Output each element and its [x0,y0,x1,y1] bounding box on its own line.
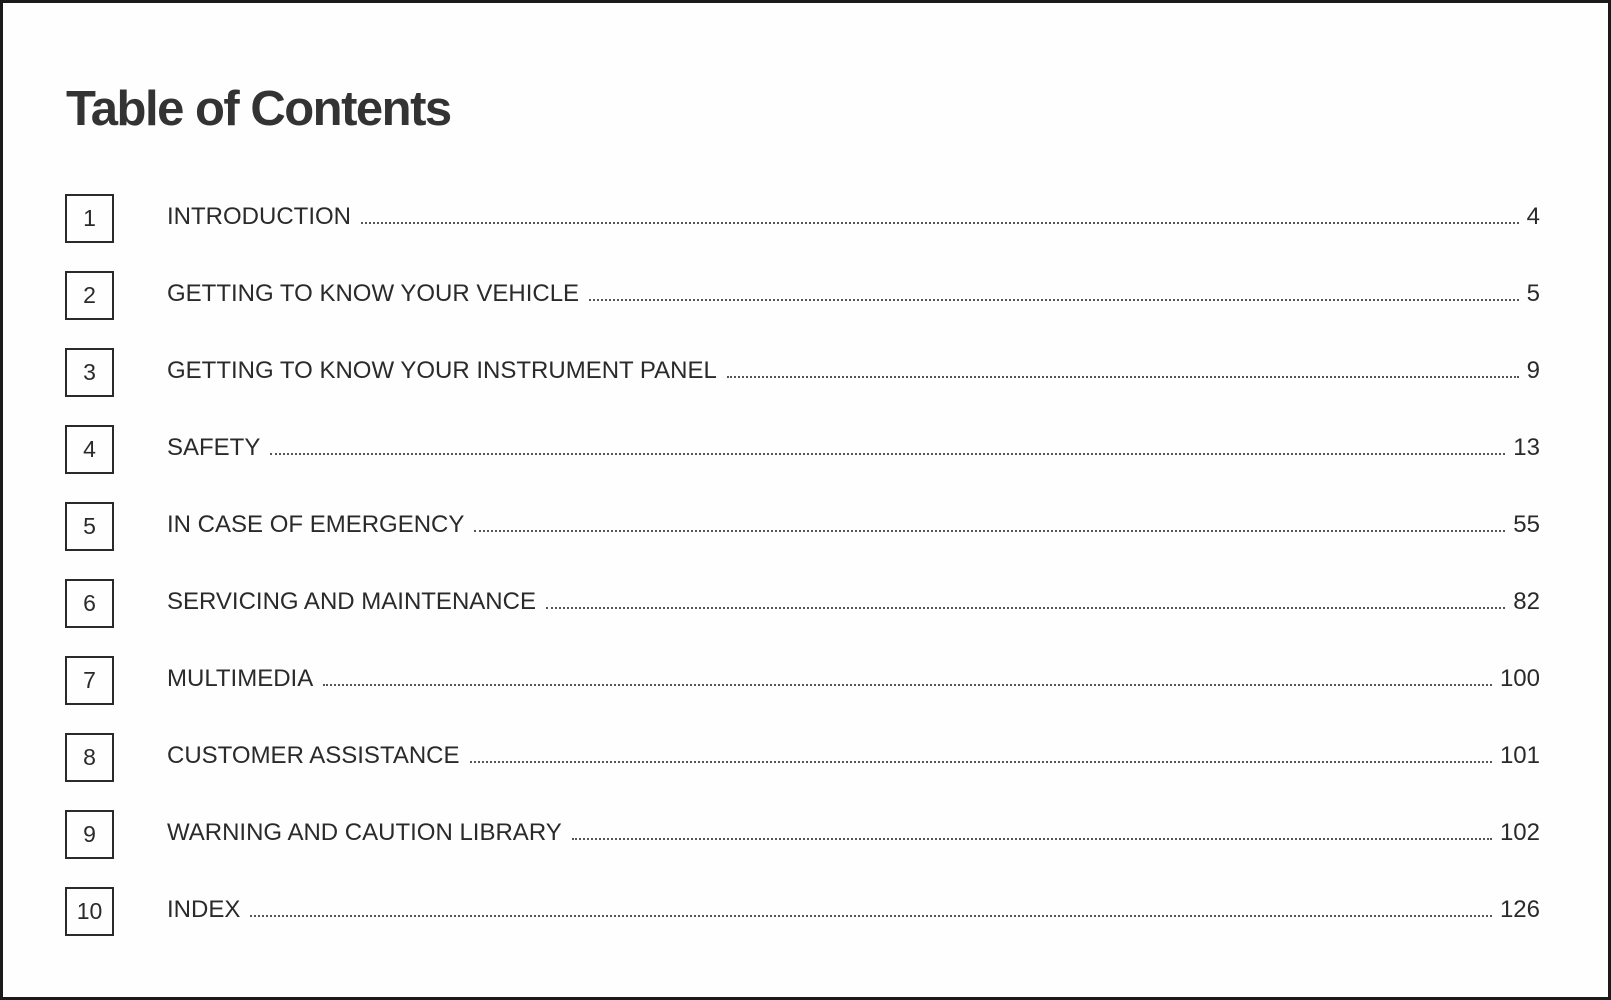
toc-entry-customer-assistance[interactable] [65,733,1540,810]
chapter-number: 2 [65,271,114,320]
dot-leader [250,915,1492,917]
toc-entry-in-case-of-emergency[interactable] [65,502,1540,579]
toc-entry-index[interactable] [65,887,1540,964]
page-title: Table of Contents [66,82,451,136]
chapter-title: SERVICING AND MAINTENANCE [167,588,536,615]
chapter-title: SAFETY [167,434,261,461]
page-number: 102 [1499,819,1540,846]
chapter-title: MULTIMEDIA [167,665,314,692]
dot-leader [470,761,1492,763]
dot-leader [589,299,1519,301]
page-number: 9 [1526,357,1540,384]
dot-leader [323,684,1492,686]
page-number: 13 [1513,434,1540,461]
page-number: 126 [1499,896,1540,923]
chapter-number: 5 [65,502,114,551]
chapter-title: GETTING TO KNOW YOUR VEHICLE [167,280,580,307]
toc-entry-safety[interactable] [65,425,1540,502]
chapter-title: INDEX [167,896,241,923]
dot-leader [270,453,1505,455]
page-number: 4 [1526,203,1540,230]
chapter-number: 4 [65,425,114,474]
toc-entry-servicing-and-maintenance[interactable] [65,579,1540,656]
chapter-number: 10 [65,887,114,936]
table-of-contents [65,194,1540,964]
chapter-number: 3 [65,348,114,397]
dot-leader [572,838,1492,840]
toc-entry-introduction[interactable] [65,194,1540,271]
chapter-title: GETTING TO KNOW YOUR INSTRUMENT PANEL [167,357,717,384]
page-number: 55 [1513,511,1540,538]
chapter-title: WARNING AND CAUTION LIBRARY [167,819,562,846]
toc-entry-warning-and-caution-library[interactable] [65,810,1540,887]
chapter-number: 6 [65,579,114,628]
chapter-title: IN CASE OF EMERGENCY [167,511,465,538]
dot-leader [474,530,1505,532]
chapter-title: INTRODUCTION [167,203,351,230]
dot-leader [361,222,1519,224]
chapter-number: 1 [65,194,114,243]
chapter-number: 7 [65,656,114,705]
page-number: 101 [1499,742,1540,769]
toc-entry-instrument-panel[interactable] [65,348,1540,425]
chapter-number: 9 [65,810,114,859]
dot-leader [546,607,1505,609]
page-number: 5 [1526,280,1540,307]
chapter-title: CUSTOMER ASSISTANCE [167,742,460,769]
page-number: 100 [1499,665,1540,692]
chapter-number: 8 [65,733,114,782]
dot-leader [727,376,1519,378]
toc-entry-getting-to-know-your-vehicle[interactable] [65,271,1540,348]
page-number: 82 [1513,588,1540,615]
toc-entry-multimedia[interactable] [65,656,1540,733]
